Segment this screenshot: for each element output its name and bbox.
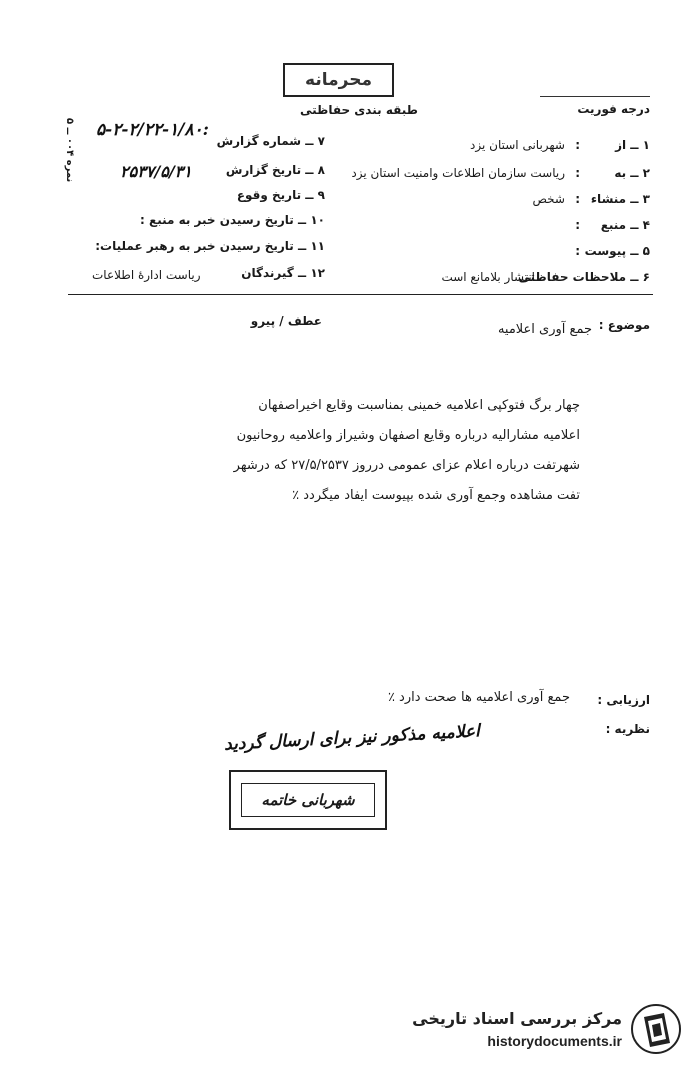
- report-number-value: ۵-۲-۲/۲۲-۱/۸۰:: [96, 120, 209, 140]
- confidential-stamp-text: محرمانه: [305, 70, 372, 90]
- watermark-url[interactable]: historydocuments.ir: [487, 1033, 622, 1049]
- report-date-value: ۲۵۳۷/۵/۳۱: [120, 162, 192, 181]
- report-number-label: ۷ ــ شماره گزارش: [216, 134, 325, 148]
- priority-underline: [540, 96, 650, 97]
- field-colon: :: [575, 244, 580, 258]
- field-to-value: ریاست سازمان اطلاعات وامنیت استان یزد: [351, 166, 565, 180]
- closing-stamp-text: شهربانی خاتمه: [261, 791, 355, 809]
- source-received-label: ۱۰ ــ تاریخ رسیدن خبر به منبع :: [140, 213, 325, 227]
- field-origin-label: ۳ ــ منشاء: [590, 192, 650, 206]
- recipients-label: ۱۲ ــ گیرندگان: [241, 266, 325, 280]
- field-to-label: ۲ ــ به: [614, 166, 650, 180]
- evaluation-label: ارزیابی :: [597, 693, 650, 707]
- reference-note: عطف / پیرو: [250, 314, 322, 328]
- report-date-label: ۸ ــ تاریخ گزارش: [225, 163, 325, 177]
- field-colon: :: [575, 166, 580, 180]
- field-from-label: ۱ ــ از: [615, 138, 650, 152]
- subject-label: موضوع :: [598, 318, 650, 332]
- field-colon: :: [575, 138, 580, 152]
- ops-received-label: ۱۱ ــ تاریخ رسیدن خبر به رهبر عملیات:: [95, 239, 325, 253]
- field-source-label: ۴ ــ منبع: [600, 218, 650, 232]
- field-origin-value: شخص: [532, 192, 565, 206]
- field-security-value: انتشار بلامانع است: [441, 270, 535, 284]
- handwritten-note: اعلامیه مذکور نیز برای ارسال گردید: [223, 721, 481, 755]
- occurrence-date-label: ۹ ــ تاریخ وقوع: [236, 188, 325, 202]
- body-line: اعلامیه مشارالیه درباره وقایع اصفهان وشیراز واعلامیه روحانیون: [236, 428, 580, 443]
- body-line: چهار برگ فتوکپی اعلامیه خمینی بمناسبت وقایع اخیراصفهان: [258, 398, 580, 413]
- field-from-value: شهربانی استان یزد: [470, 138, 565, 152]
- opinion-label: نظریه :: [605, 722, 650, 736]
- closing-stamp: [229, 770, 387, 830]
- watermark-title: مرکز بررسی اسناد تاریخی: [412, 1009, 622, 1028]
- field-colon: :: [575, 192, 580, 206]
- confidential-stamp: [283, 63, 394, 97]
- watermark: [402, 1003, 682, 1059]
- header-divider: [68, 294, 653, 295]
- priority-label: درجه فوریت: [577, 102, 650, 116]
- body-line: تفت مشاهده وجمع آوری شده بپیوست ایفاد میگردد ٪: [292, 488, 580, 503]
- form-code: نمره ۰۰۴ ــ ۵: [64, 118, 75, 183]
- body-line: شهرتفت درباره اعلام عزای عمومی درروز ۲۷/۵/۲۵۳۷ که درشهر: [233, 458, 580, 473]
- field-security-label: ۶ ــ ملاحظات حفاظتی: [518, 270, 650, 284]
- evaluation-value: جمع آوری اعلامیه ها صحت دارد ٪: [387, 690, 570, 705]
- recipients-value: ریاست ادارۀ اطلاعات: [92, 268, 201, 282]
- subject-value: جمع آوری اعلامیه: [497, 322, 592, 337]
- archive-logo-icon: [630, 1003, 682, 1055]
- classification-label: طبقه بندی حفاظتی: [300, 103, 418, 117]
- field-attachment-label: ۵ ــ پیوست: [584, 244, 650, 258]
- field-colon: :: [575, 218, 580, 232]
